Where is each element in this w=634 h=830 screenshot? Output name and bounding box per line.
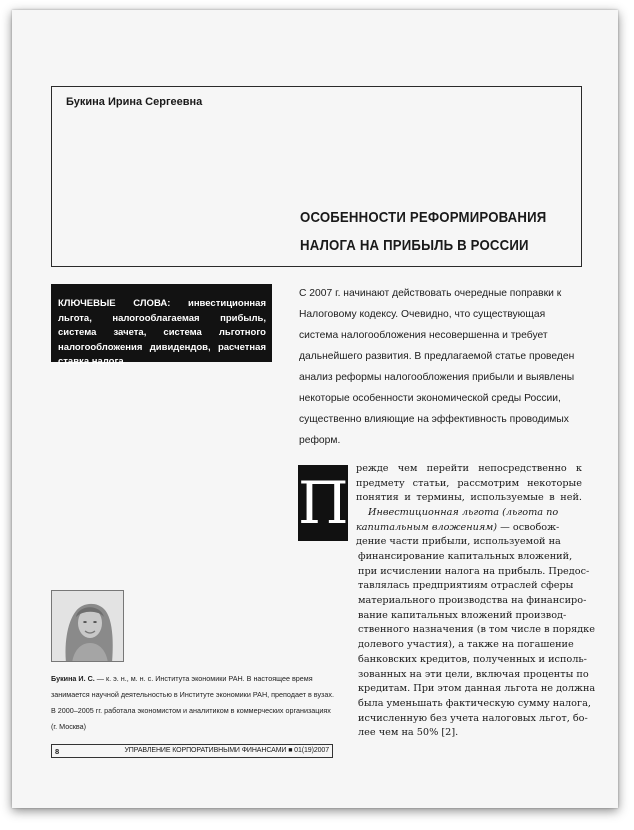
body-full-column: [358, 550, 596, 741]
keywords-box: КЛЮЧЕВЫЕ СЛОВА: инвестиционная льгота, налогооблагаемая прибыль, система зачета, система льготного налогообложения дивидендов, расчетная ставка налога: [51, 284, 272, 362]
article-title: [300, 204, 546, 260]
term-italic: Инвестиционная льгота (льгота по: [368, 507, 559, 519]
body-line: вание капитальных вложений производ-: [358, 609, 567, 621]
body-line: исчисленную без учета налоговых льгот, бо-: [358, 712, 588, 724]
body-line: предмету статьи, рассмотрим некоторые: [356, 477, 582, 489]
body-line: понятия и термины, используемые в ней.: [356, 492, 582, 504]
journal-name: УПРАВЛЕНИЕ КОРПОРАТИВНЫМИ ФИНАНСАМИ ■ 01(19)2007: [124, 747, 329, 754]
body-line: зованных на эти цели, включая проценты по: [358, 668, 589, 680]
body-line: ственного назначения (в том числе в порядке: [358, 624, 595, 636]
bio-text: — к. э. н., м. н. с. Института экономики РАН. В настоящее время занимается научной деятельностью в Институте экономики РАН, преподает в вузах. В 2000–2005 гг. работала экономистом и аналитиком в коммерческих организациях (г. Москва): [51, 674, 334, 731]
bio-author-name: Букина И. С.: [51, 674, 95, 683]
author-photo: [51, 590, 124, 662]
article-abstract: [299, 283, 582, 451]
author-name: Букина Ирина Сергеевна: [66, 96, 203, 108]
body-line-rest: — освобож-: [497, 521, 560, 533]
article-title-line-1: ОСОБЕННОСТИ РЕФОРМИРОВАНИЯ: [300, 209, 547, 226]
drop-cap: П: [298, 465, 348, 541]
body-line: лее чем на 50% [2].: [358, 727, 459, 739]
term-italic: капитальным вложениям): [356, 521, 498, 533]
author-bio: [51, 671, 335, 735]
page-number: 8: [55, 747, 60, 756]
body-line: долевого участия), а также на погашение: [358, 639, 574, 651]
article-title-line-2: НАЛОГА НА ПРИБЫЛЬ В РОССИИ: [300, 237, 529, 254]
body-line: материального производства на финансиро-: [358, 595, 587, 607]
body-line: режде чем перейти непосредственно к: [356, 463, 582, 474]
body-line: была уменьшать фактическую сумму налога,: [358, 697, 591, 709]
page-footer: [51, 744, 333, 758]
body-line-italic: [356, 506, 582, 521]
body-line: при исчислении налога на прибыль. Предос-: [358, 565, 590, 577]
body-line: дение части прибыли, используемой на: [356, 536, 561, 548]
body-wrap-column: [356, 462, 582, 550]
body-line-italic: [356, 521, 582, 536]
body-line: кредитам. При этом данная льгота не должна: [358, 683, 596, 695]
body-line: финансирование капитальных вложений,: [358, 551, 573, 562]
author-portrait-image: [52, 591, 124, 662]
abstract-text: С 2007 г. начинают действовать очередные поправки к Налоговому кодексу. Очевидно, что существующая система налогообложения несовершенна и требует дальнейшего развития. В предлагаемой статье проведен анализ реформы налогообложения прибыли и выявлены некоторые особенности экономической среды России, существенно влияющие на эффективность проводимых реформ.: [299, 288, 575, 446]
body-line: тавлялась предприятиям отраслей сферы: [358, 580, 574, 592]
body-line: банковских кредитов, полученных и исполь-: [358, 653, 587, 665]
